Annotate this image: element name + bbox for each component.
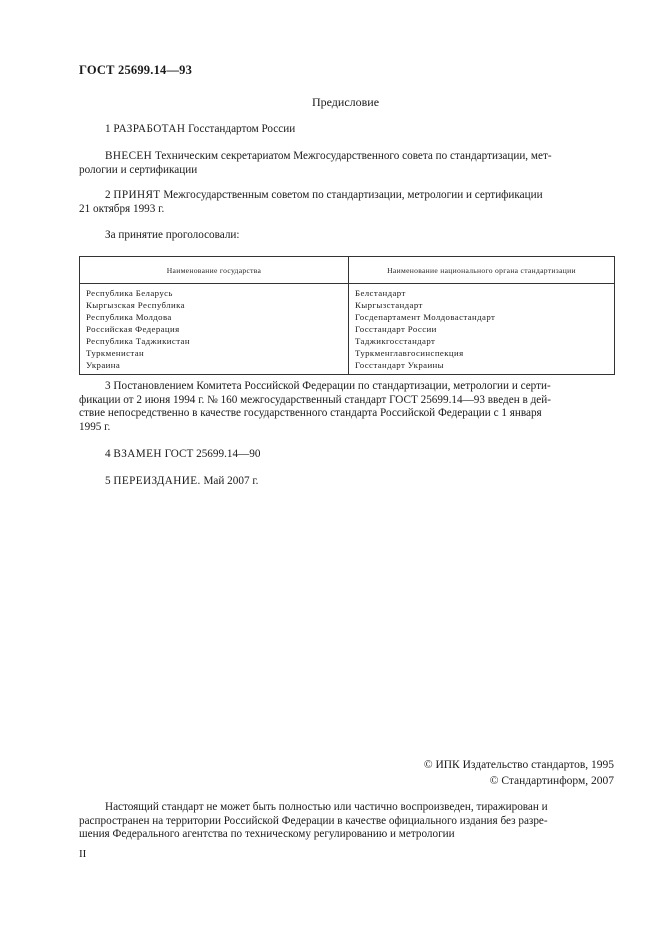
notice-line: шения Федерального агентства по техническому регулированию и метрологии <box>79 828 455 840</box>
column-header-state: Наименование государства <box>80 257 349 284</box>
paragraph-number: 5 <box>105 475 111 487</box>
section-title: Предисловие <box>311 95 380 109</box>
paragraph-enactment <box>79 380 615 434</box>
standards-body-name: Госстандарт Украины <box>355 360 444 370</box>
paragraph-adopted <box>79 189 615 216</box>
states-cell <box>80 284 349 375</box>
paragraph-reissue <box>79 475 615 489</box>
standards-body-name: Кыргызстандарт <box>355 300 423 310</box>
document-code: ГОСТ 25699.14—93 <box>79 63 193 77</box>
paragraph-line: фикации от 2 июня 1994 г. № 160 межгосударственный стандарт ГОСТ 25699.14—93 введен в дей- <box>79 393 551 406</box>
state-name: Кыргызская Республика <box>86 300 185 310</box>
paragraph-lead: ПЕРЕИЗДАНИЕ. <box>113 475 201 487</box>
state-name: Республика Таджикистан <box>86 336 190 346</box>
paragraph-line: Межгосударственным советом по стандартизации, метрологии и сертификации <box>160 189 543 201</box>
paragraph-number: 3 <box>105 380 111 392</box>
reproduction-notice <box>79 801 615 842</box>
state-name: Туркменистан <box>86 348 145 358</box>
paragraph-line: ствие непосредственно в качестве государственного стандарта Российской Федерации с 1 января <box>79 407 542 419</box>
state-name: Республика Беларусь <box>86 288 173 298</box>
state-name: Украина <box>86 360 121 370</box>
copyright-line: © ИПК Издательство стандартов, 1995 <box>423 759 614 771</box>
paragraph-line: Постановлением Комитета Российской Федерации по стандартизации, метрологии и серти- <box>113 380 551 392</box>
table-row <box>80 284 615 375</box>
paragraph-text: Май 2007 г. <box>200 475 259 487</box>
paragraph-line: 21 октября 1993 г. <box>79 202 165 215</box>
paragraph-lead: ВЗАМЕН <box>113 448 162 460</box>
paragraph-number: 1 <box>105 123 111 135</box>
table-header-row <box>80 257 615 284</box>
standards-body-name: Таджикгосстандарт <box>355 336 436 346</box>
paragraph-text: Госстандартом России <box>185 123 296 135</box>
paragraph-lead: ПРИНЯТ <box>113 189 161 201</box>
state-name: Республика Молдова <box>86 312 172 322</box>
standards-bodies-cell <box>349 284 615 375</box>
copyright-line: © Стандартинформ, 2007 <box>489 775 614 787</box>
voting-table <box>79 256 615 375</box>
column-header-standards-body: Наименование национального органа стандартизации <box>349 257 615 284</box>
paragraph-line: 1995 г. <box>79 420 111 433</box>
paragraph-line: Техническим секретариатом Межгосударственного совета по стандартизации, мет- <box>152 150 552 162</box>
paragraph-lead: ВНЕСЕН <box>105 150 153 162</box>
paragraph-replaces <box>79 448 615 462</box>
paragraph-submitted <box>79 150 615 177</box>
page-number: II <box>79 848 87 860</box>
standards-body-name: Туркменглавгосинспекция <box>355 348 464 358</box>
paragraph-number: 4 <box>105 448 111 460</box>
notice-line: распространен на территории Российской Федерации в качестве официального издания без разре- <box>79 814 548 827</box>
paragraph-text: ГОСТ 25699.14—90 <box>161 448 261 460</box>
paragraph-line: рологии и сертификации <box>79 163 198 176</box>
state-name: Российская Федерация <box>86 324 180 334</box>
standards-body-name: Госстандарт России <box>355 324 437 334</box>
paragraph-developed <box>79 123 615 137</box>
notice-line: Настоящий стандарт не может быть полностью или частично воспроизведен, тиражирован и <box>105 801 548 813</box>
vote-intro: За принятие проголосовали: <box>105 229 240 241</box>
paragraph-lead: РАЗРАБОТАН <box>113 123 186 135</box>
standards-body-name: Белстандарт <box>355 288 406 298</box>
paragraph-number: 2 <box>105 189 111 201</box>
standards-body-name: Госдепартамент Молдовастандарт <box>355 312 496 322</box>
